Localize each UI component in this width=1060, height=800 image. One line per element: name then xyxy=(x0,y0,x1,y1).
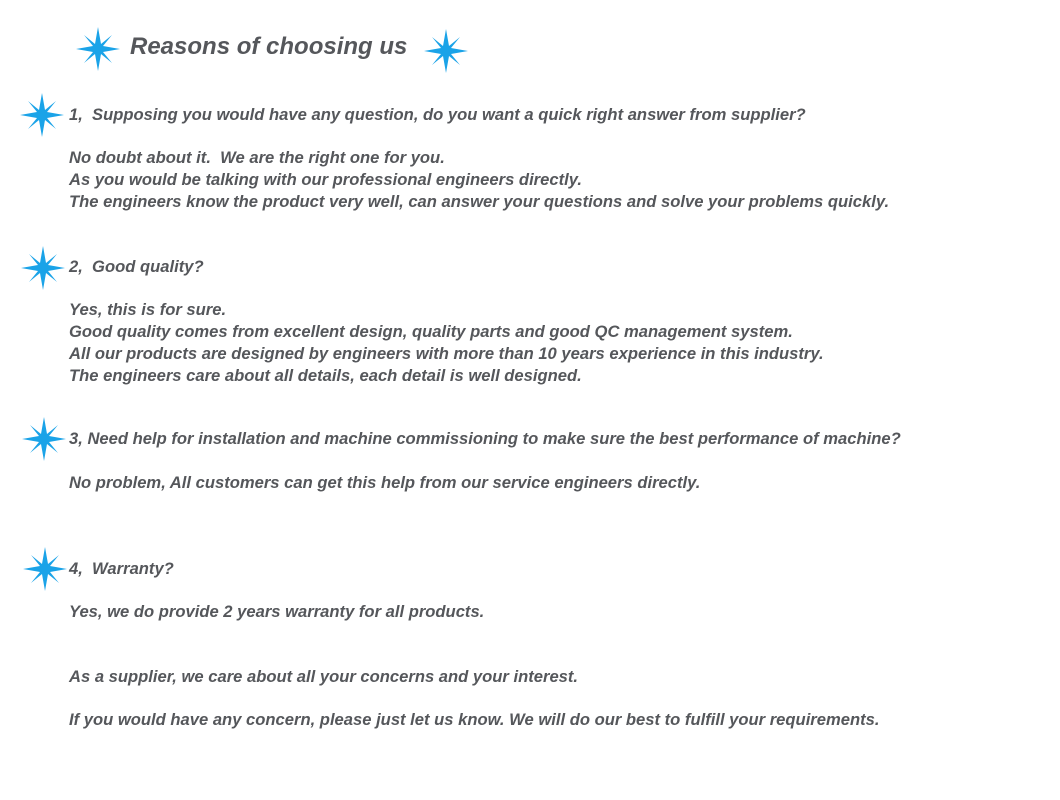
reason-answer-line: Yes, this is for sure. xyxy=(69,300,227,319)
reason-answer-line: The engineers know the product very well, can answer your questions and solve your problems quickly. xyxy=(69,192,890,211)
reason-answer-line: No problem, All customers can get this help from our service engineers directly. xyxy=(69,473,701,492)
reason-answer-line: No doubt about it. We are the right one for you. xyxy=(69,148,445,167)
sparkle-star-icon xyxy=(23,547,67,591)
reason-question: 2, Good quality? xyxy=(69,257,204,276)
sparkle-star-icon xyxy=(21,246,65,290)
reason-answer-line: As you would be talking with our professional engineers directly. xyxy=(69,170,582,189)
reason-answer-line: Yes, we do provide 2 years warranty for all products. xyxy=(69,602,485,621)
reason-question: 3, Need help for installation and machine commissioning to make sure the best performance of machine? xyxy=(69,429,901,448)
closing-line: If you would have any concern, please just let us know. We will do our best to fulfill your requirements. xyxy=(69,710,880,729)
page-title: Reasons of choosing us xyxy=(130,33,408,60)
reason-answer-line: The engineers care about all details, each detail is well designed. xyxy=(69,366,582,385)
reason-question: 1, Supposing you would have any question, do you want a quick right answer from supplier? xyxy=(69,105,806,124)
sparkle-star-icon xyxy=(76,27,120,71)
reason-answer-line: All our products are designed by engineers with more than 10 years experience in this industry. xyxy=(69,344,824,363)
reason-answer-line: Good quality comes from excellent design, quality parts and good QC management system. xyxy=(69,322,793,341)
sparkle-star-icon xyxy=(22,417,66,461)
reason-question: 4, Warranty? xyxy=(69,559,174,578)
sparkle-star-icon xyxy=(20,93,64,137)
sparkle-star-icon xyxy=(424,29,468,73)
closing-line: As a supplier, we care about all your concerns and your interest. xyxy=(69,667,579,686)
